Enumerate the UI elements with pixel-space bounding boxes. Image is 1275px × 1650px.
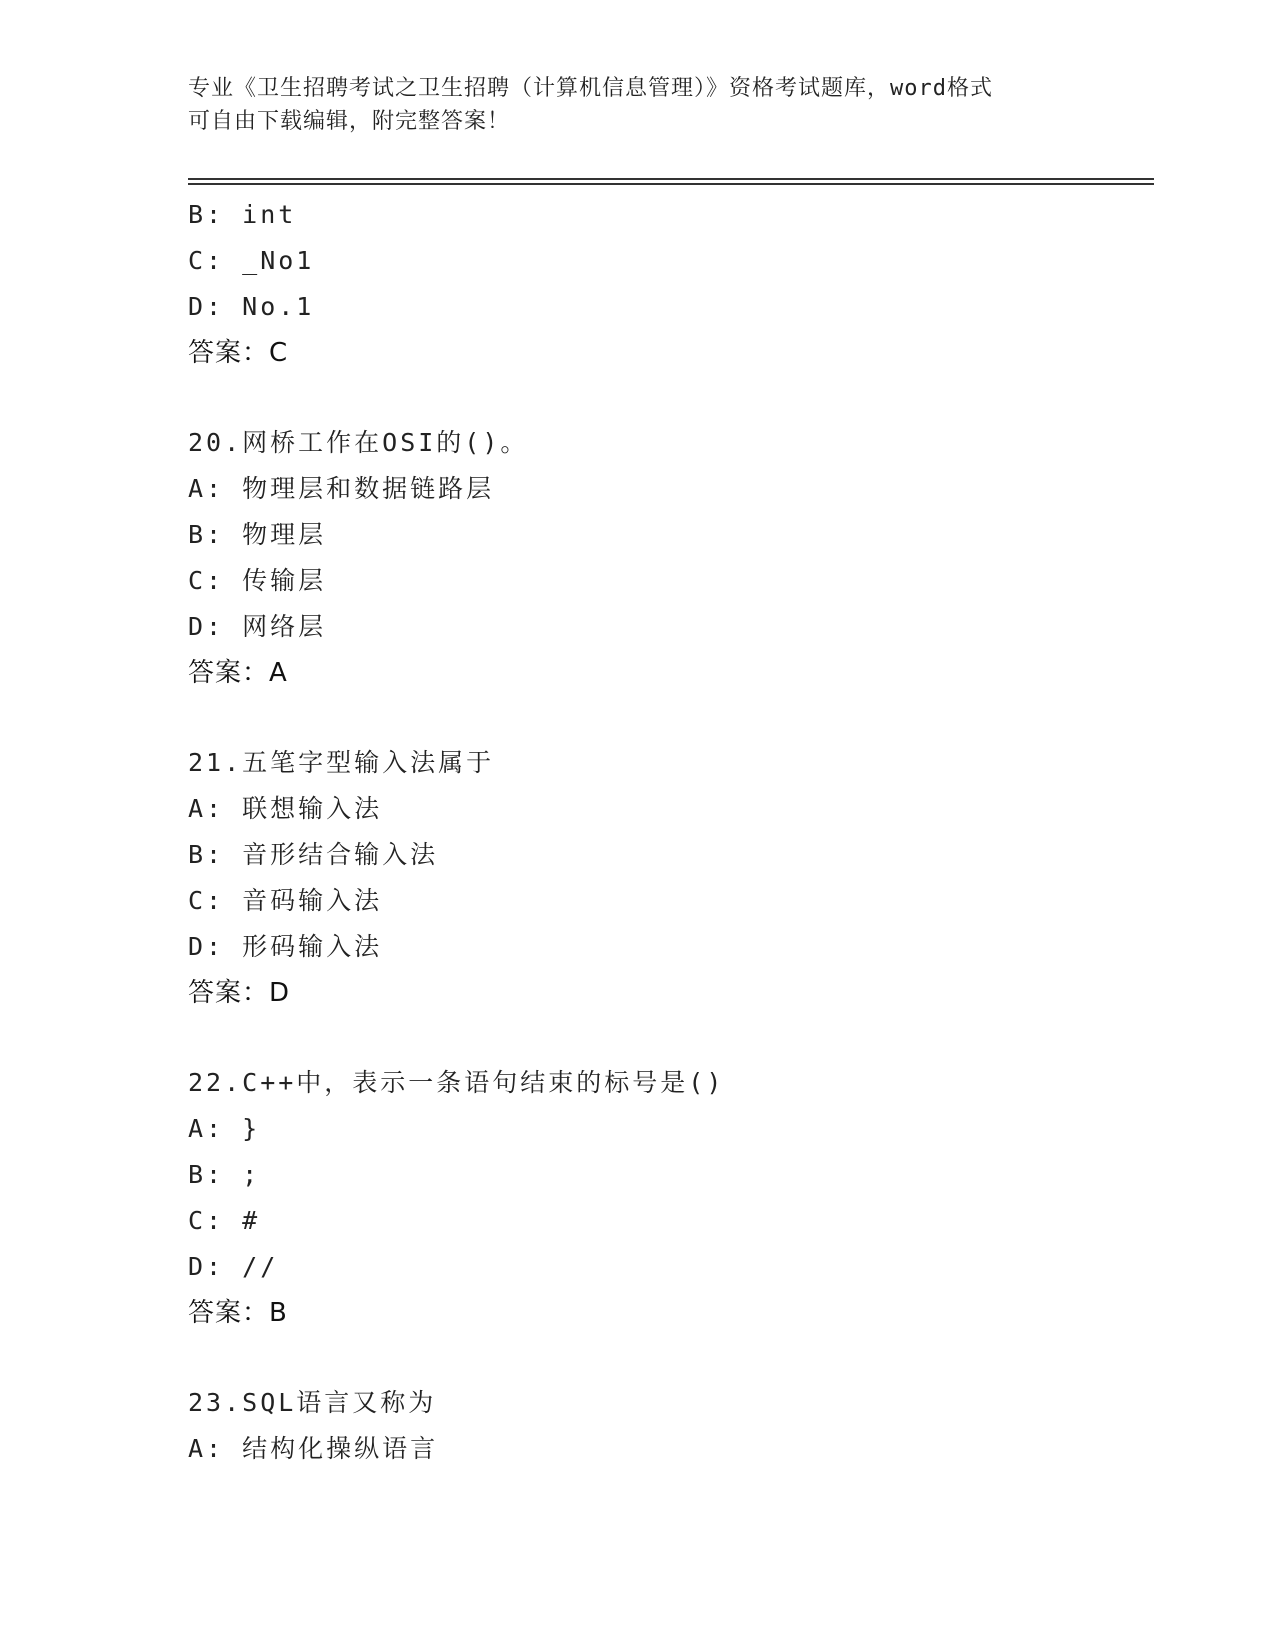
- answer-line: 答案：A: [188, 658, 288, 688]
- question-19-tail: [188, 192, 1148, 376]
- option-c: C: 音码输入法: [188, 886, 383, 915]
- question-21: [188, 740, 1148, 1016]
- option-a: A: 联想输入法: [188, 794, 383, 823]
- question-stem: 20.网桥工作在OSI的()。: [188, 428, 529, 457]
- option-c: C: _No1: [188, 246, 315, 275]
- option-d: D: //: [188, 1252, 279, 1281]
- option-b: B: int: [188, 200, 297, 229]
- question-22: [188, 1060, 1148, 1336]
- spacer: [188, 376, 1148, 420]
- question-stem: 21.五笔字型输入法属于: [188, 748, 495, 777]
- option-a: A: 物理层和数据链路层: [188, 474, 495, 503]
- header-line-2: 可自由下载编辑，附完整答案！: [188, 109, 511, 134]
- option-a: A: }: [188, 1114, 261, 1143]
- option-b: B: 物理层: [188, 520, 327, 549]
- question-stem: 22.C++中，表示一条语句结束的标号是(): [188, 1068, 725, 1097]
- option-b: B: ;: [188, 1160, 261, 1189]
- option-d: D: No.1: [188, 292, 315, 321]
- option-c: C: #: [188, 1206, 261, 1235]
- answer-line: 答案：D: [188, 978, 291, 1008]
- question-20: [188, 420, 1148, 696]
- question-23: [188, 1380, 1148, 1472]
- option-d: D: 形码输入法: [188, 932, 383, 961]
- question-list: [188, 192, 1148, 1472]
- answer-line: 答案：C: [188, 338, 289, 368]
- option-c: C: 传输层: [188, 566, 327, 595]
- header-divider-top: [188, 178, 1154, 180]
- option-d: D: 网络层: [188, 612, 327, 641]
- header-divider-bottom: [188, 183, 1154, 185]
- spacer: [188, 1016, 1148, 1060]
- option-a: A: 结构化操纵语言: [188, 1434, 439, 1463]
- header-line-1: 专业《卫生招聘考试之卫生招聘（计算机信息管理）》资格考试题库，word格式: [188, 76, 993, 101]
- option-b: B: 音形结合输入法: [188, 840, 439, 869]
- spacer: [188, 1336, 1148, 1380]
- answer-line: 答案：B: [188, 1298, 288, 1328]
- question-stem: 23.SQL语言又称为: [188, 1388, 437, 1417]
- document-header: [188, 72, 1088, 138]
- spacer: [188, 696, 1148, 740]
